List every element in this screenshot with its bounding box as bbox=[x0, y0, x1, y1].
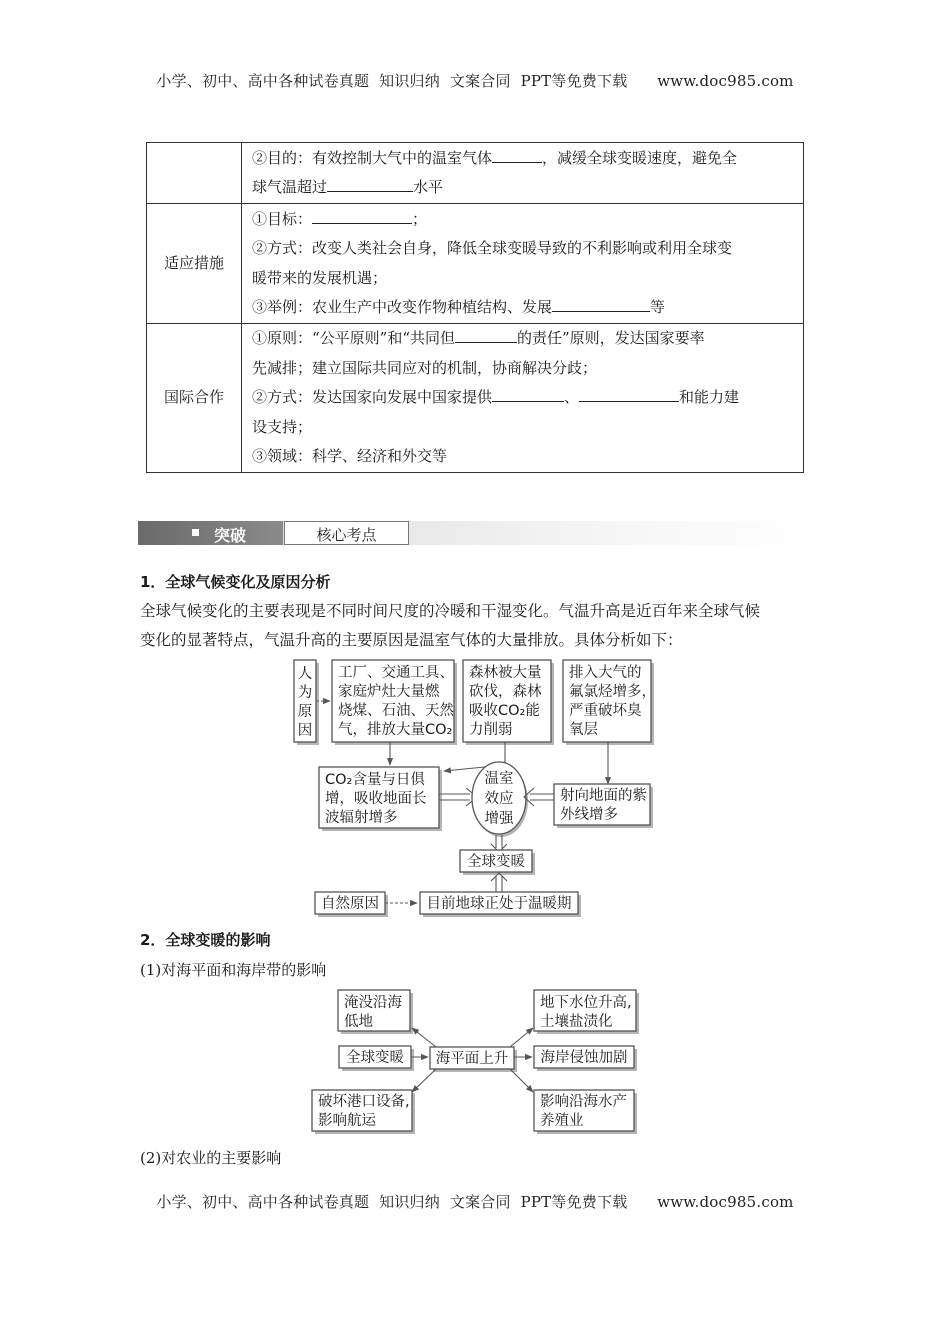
table-text: ②方式：发达国家向发展中国家提供 bbox=[252, 388, 493, 406]
box-text: 力削弱 bbox=[469, 722, 513, 738]
box-text: 海平面上升 bbox=[435, 1051, 509, 1067]
arrow bbox=[510, 1028, 533, 1047]
section-heading: 2．全球变暖的影响 bbox=[140, 931, 271, 949]
table-text: 等 bbox=[650, 298, 666, 316]
sea-level-flowchart bbox=[312, 990, 639, 1134]
table-text: ③举例：农业生产中改变作物种植结构、发展 bbox=[252, 298, 553, 316]
table-text: 的责任”原则，发达国家要率 bbox=[517, 329, 705, 347]
box-text: 砍伐，森林 bbox=[469, 684, 542, 700]
flood-box bbox=[338, 990, 413, 1034]
box-text: CO₂含量与日俱 bbox=[325, 772, 425, 788]
box-text: 家庭炉灶大量燃 bbox=[338, 684, 440, 700]
greenhouse-ellipse bbox=[472, 762, 528, 837]
paragraph-line: 全球气候变化的主要表现是不同时间尺度的冷暖和干湿变化。气温升高是近百年来全球气候 bbox=[140, 602, 761, 620]
box-text: 射向地面的紫 bbox=[560, 788, 647, 804]
sub-heading: (2)对农业的主要影响 bbox=[140, 1149, 282, 1167]
cause-flowchart bbox=[294, 660, 656, 917]
table-text: 水平 bbox=[413, 178, 444, 196]
table-text: ③领域：科学、经济和外交等 bbox=[252, 447, 448, 465]
box-text: 效应 bbox=[484, 791, 514, 807]
box-text: 全球变暖 bbox=[467, 854, 525, 870]
box-text: 目前地球正处于温暖期 bbox=[426, 896, 572, 912]
forest-box bbox=[463, 660, 554, 745]
warming-box bbox=[460, 850, 535, 875]
box-text: 烧煤、石油、天然 bbox=[338, 703, 454, 719]
box-text: 外线增多 bbox=[560, 807, 618, 823]
sea-level-box bbox=[430, 1047, 517, 1072]
table-text: ①原则：“公平原则”和“共同但 bbox=[252, 329, 456, 347]
box-text: 土壤盐渍化 bbox=[540, 1014, 613, 1030]
arrow bbox=[412, 1028, 436, 1047]
box-text: 波辐射增多 bbox=[325, 810, 398, 826]
table-text: ①目标： bbox=[252, 209, 313, 228]
table-text: ，减缓全球变暖速度，避免全 bbox=[542, 148, 738, 167]
box-text: 氧层 bbox=[569, 722, 598, 738]
box-text: 增强 bbox=[484, 811, 514, 827]
section-heading: 1．全球气候变化及原因分析 bbox=[140, 573, 331, 591]
box-text: 影响沿海水产 bbox=[540, 1094, 627, 1110]
banner-subtitle: 核心考点 bbox=[316, 526, 377, 544]
table-text: ； bbox=[412, 209, 428, 228]
box-text: 气，排放大量CO₂ bbox=[338, 722, 453, 738]
page-header: 小学、初中、高中各种试卷真题 知识归纳 文案合同 PPT等免费下载 www.doc985.com bbox=[156, 72, 794, 90]
page-footer: 小学、初中、高中各种试卷真题 知识归纳 文案合同 PPT等免费下载 www.doc985.com bbox=[156, 1193, 794, 1211]
table-label: 国际合作 bbox=[147, 324, 242, 473]
paragraph-line: 变化的显著特点，气温升高的主要原因是温室气体的大量排放。具体分析如下： bbox=[140, 631, 683, 649]
box-text: 地下水位升高, bbox=[540, 995, 632, 1011]
port-box bbox=[312, 1090, 415, 1134]
factory-box bbox=[332, 660, 457, 745]
box-text: 增，吸收地面长 bbox=[325, 791, 427, 807]
box-text: 全球变暖 bbox=[346, 1050, 404, 1066]
box-text: 森林被大量 bbox=[469, 665, 542, 681]
box-text: 人 bbox=[297, 666, 313, 682]
box-text: 原 bbox=[297, 704, 313, 720]
table-label: 适应措施 bbox=[147, 204, 242, 324]
box-text: 海岸侵蚀加剧 bbox=[540, 1050, 628, 1066]
arrow bbox=[510, 1069, 533, 1092]
table-text: ②方式：改变人类社会自身，降低全球变暖导致的不利影响或利用全球变 bbox=[252, 239, 733, 257]
box-text: 低地 bbox=[344, 1014, 373, 1030]
box-text: 吸收CO₂能 bbox=[469, 703, 540, 719]
box-text: 影响航运 bbox=[318, 1113, 376, 1129]
banner-title: 突破 bbox=[214, 526, 247, 545]
box-text: 排入大气的 bbox=[569, 665, 642, 681]
table-text: 设支持； bbox=[252, 417, 313, 436]
erosion-box bbox=[534, 1046, 637, 1071]
box-text: 温室 bbox=[484, 771, 514, 787]
table-text: 暖带来的发展机遇； bbox=[252, 268, 388, 287]
table-text: ②目的：有效控制大气中的温室气体 bbox=[252, 148, 493, 167]
box-text: 氟氯烃增多， bbox=[569, 684, 656, 700]
arrow bbox=[412, 1069, 436, 1092]
box-text: 工厂、交通工具、 bbox=[338, 665, 454, 681]
sub-heading: (1)对海平面和海岸带的影响 bbox=[140, 961, 327, 979]
uv-box bbox=[554, 784, 653, 828]
groundwater-box bbox=[534, 990, 639, 1034]
human-cause-box bbox=[294, 660, 319, 745]
box-text: 严重破坏臭 bbox=[569, 703, 642, 719]
box-text: 养殖业 bbox=[540, 1113, 584, 1129]
table-text: 和能力建 bbox=[679, 388, 740, 406]
table-text: 先减排；建立国际共同应对的机制，协商解决分歧； bbox=[252, 358, 598, 377]
aquaculture-box bbox=[534, 1090, 637, 1134]
warm-period-box bbox=[420, 892, 581, 917]
box-text: 破坏港口设备, bbox=[318, 1094, 410, 1110]
box-text: 因 bbox=[297, 723, 313, 739]
table-text: 、 bbox=[564, 388, 580, 406]
co2-box bbox=[319, 767, 442, 831]
cfc-box bbox=[563, 660, 656, 745]
global-warming-box bbox=[339, 1046, 414, 1071]
natural-cause-box bbox=[315, 892, 388, 917]
box-text: 自然原因 bbox=[321, 896, 379, 912]
box-text: 为 bbox=[297, 685, 313, 701]
box-text: 淹没沿海 bbox=[344, 995, 402, 1011]
table-text: 球气温超过 bbox=[252, 178, 328, 196]
